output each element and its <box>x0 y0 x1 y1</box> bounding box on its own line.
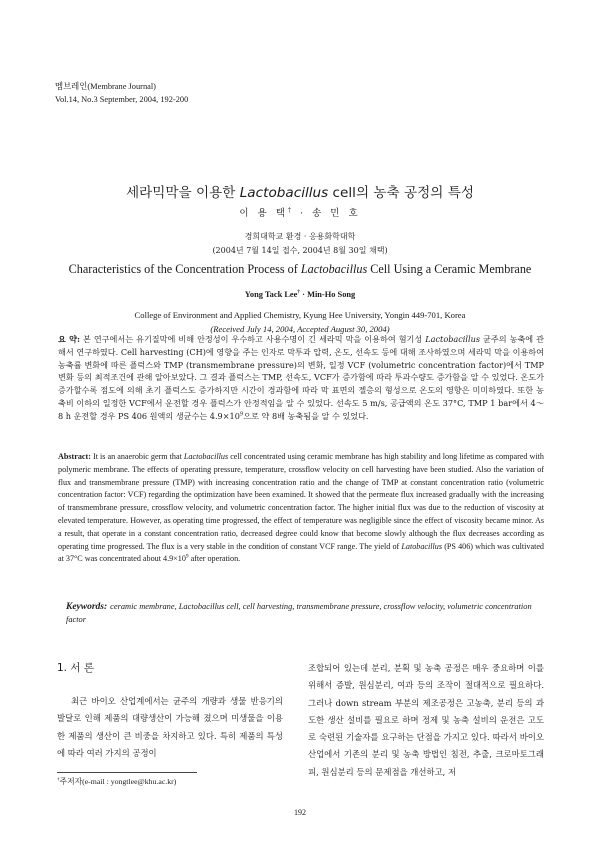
english-title <box>0 262 600 277</box>
exponent: 9 <box>239 411 244 418</box>
english-abstract <box>58 451 544 566</box>
korean-received-dates: (2004년 7월 14일 접수, 2004년 8월 30일 채택) <box>212 246 388 255</box>
korean-title-suffix: cell의 농축 공정의 특성 <box>328 185 474 201</box>
degree-unit: °C <box>74 554 83 564</box>
english-received-dates: (Received July 14, 2004, Accepted August 30, 2004) <box>210 324 390 334</box>
footnote-text: 주저자(e-mail : yongtlee@khu.ac.kr) <box>59 777 177 786</box>
english-title-genus: Lactobacillus <box>300 262 368 276</box>
left-column <box>57 660 283 762</box>
english-title-suffix: Cell Using a Ceramic Membrane <box>367 262 532 276</box>
korean-affiliation <box>0 230 600 258</box>
english-author-2: Min-Ho Song <box>307 290 356 299</box>
journal-volume: Vol.14, No.3 September, 2004, 192-200 <box>55 95 189 104</box>
korean-abstract-label: 요 약: <box>58 334 80 344</box>
keywords-text: ceramic membrane, Lactobacillus cell, cell harvesting, transmembrane pressure, crossflow velocity, volumetric concentration factor <box>66 602 532 624</box>
keywords <box>66 601 544 626</box>
abstract-genus: Lactobacillus <box>425 334 481 344</box>
section-heading: 1. 서 론 <box>57 662 94 674</box>
abstract-text: (PS 406) which was cultivated at 37 <box>58 541 544 564</box>
english-authors <box>0 290 600 299</box>
english-title-prefix: Characteristics of the Concentration Process of <box>68 262 301 276</box>
journal-name: 멤브레인(Membrane Journal) <box>55 82 156 91</box>
abstract-text: 균주의 농축에 관해서 연구하였다. Cell harvesting (CH)에 영향을 주는 인자로 막투과 압력, 온도, 선속도 등에 대해 조사하였으며 세라믹 막을 이용하여 농축률 변화에 따른 플럭스와 TMP (transmembrane pressure)의 변화, 일정 VCF (volumetric concentration factor)에서 TMP변화 등의 최적조건에 관해 알아보았다. 그 결과 플럭스는 TMP, 선속도, VCF가 증가함에 따라 투과수량도 증가함을 알 수 있었다. 온도가 증가할수록 점도에 의해 초기 플럭스도 증가하지만 시간이 경과함에 따라 막 표면의 젤층의 형성으로 온도의 영향은 미미하였다. 또한 농축비 이하의 일정한 VCF에서 운전할 경우 플럭스가 안정적임을 알 수 있었다. 선속도 5 m/s, 공급액의 온도 37 <box>58 334 544 408</box>
english-affiliation <box>0 308 600 336</box>
korean-author-2: 송 민 호 <box>312 208 361 219</box>
footnote-divider <box>57 772 197 773</box>
korean-title-prefix: 세라믹막을 이용한 <box>126 185 240 201</box>
korean-author-1: 이 용 택 <box>239 208 288 219</box>
abstract-text: It is an anaerobic germ that <box>90 452 184 461</box>
abstract-text: 으로 약 8배 농축됨을 알 수 있었다. <box>243 410 369 421</box>
korean-title-genus: Lactobacillus <box>239 185 329 201</box>
abstract-text: after operation. <box>188 554 241 564</box>
abstract-text: was concentrated about 4.9×10 <box>82 554 186 564</box>
journal-header <box>55 80 188 106</box>
footnote-mark: † <box>57 776 60 783</box>
page-number: 192 <box>294 808 306 817</box>
korean-department: 경희대학교 환경 · 응용화학대학 <box>244 232 356 241</box>
degree-unit: °C <box>453 397 464 408</box>
english-abstract-label: Abstract: <box>58 452 91 461</box>
korean-title <box>0 181 600 201</box>
abstract-text: cell concentrated using ceramic membrane has high stability and long lifetime as compared with polymeric membrane. The effects of operating pressure, temperature, crossflow velocity on cell harvesting have been studied. Also the variation of flux and transmembrane pressure (TMP) with increasing concentration ratio and the change of TMP at constant concentration ratio (volumetric concentration factor: VCF) regarding the optimization have been examined. It showed that the permeate flux increased gradually with the increasing of transmembrane pressure, crossflow velocity, and volumetric concentration factor. The higher initial flux was due to the reduction of viscosity at elevated temperature. However, as operating time progressed, the effect of temperature was negligible since the effect of viscosity became minor. As a result, that operate in a constant concentration ratio, decreased degree could know that become slowly although the flux decreases according as operating time progressed. The flux is a very stable in the condition of constant VCF range. The yield of <box>58 452 544 551</box>
english-author-1: Yong Tack Lee <box>244 290 298 299</box>
korean-abstract <box>58 333 544 423</box>
footnote <box>57 776 176 787</box>
abstract-genus: Lactobacillus <box>183 452 229 461</box>
body-paragraph: 조합되어 있는데 분리, 분획 및 농축 공정은 매우 중요하며 이를 위해서 증발, 원심분리, 여과 등의 조작이 절대적으로 필요하다. 그러나 down stream 부분의 제조공정은 고농축, 분리 등의 과도한 생산 설비를 필요로 하며 정제 및 농축 설비의 운전은 고도로 숙련된 기술자를 요구하는 단점을 가지고 있다. 따라서 바이오 산업에서 기존의 분리 및 농축 방법인 침전, 추출, 크로마토그래피, 원심분리 등의 문제점을 개선하고, 저 <box>308 663 544 777</box>
keywords-label: Keywords: <box>66 602 108 612</box>
right-column <box>308 660 544 781</box>
exponent: 9 <box>185 553 189 560</box>
author-separator: · <box>300 290 308 299</box>
corresponding-mark: † <box>297 289 301 296</box>
abstract-genus: Latobacillus <box>401 541 443 551</box>
abstract-text: , TMP 1 bar에서 4～8 h 운전할 경우 PS 406 원액의 생균수는 4.9×10 <box>58 397 544 421</box>
abstract-text: 본 연구에서는 유기질막에 비해 안정성이 우수하고 사용수명이 긴 세라믹 막을 이용하여 혐기성 <box>79 334 426 344</box>
english-college: College of Environment and Applied Chemistry, Kyung Hee University, Yongin 449-701, Korea <box>134 310 466 320</box>
corresponding-mark: † <box>287 206 294 214</box>
korean-authors <box>0 205 600 219</box>
body-paragraph: 최근 바이오 산업계에서는 균주의 개량과 생물 반응기의 발달로 인해 제품의 대량생산이 가능해 졌으며 미생물을 이용한 제품의 생산이 큰 비중을 차지하고 있다. 특히 제품의 특성에 따라 여러 가지의 공정이 <box>57 696 283 758</box>
author-separator: · <box>294 208 313 219</box>
